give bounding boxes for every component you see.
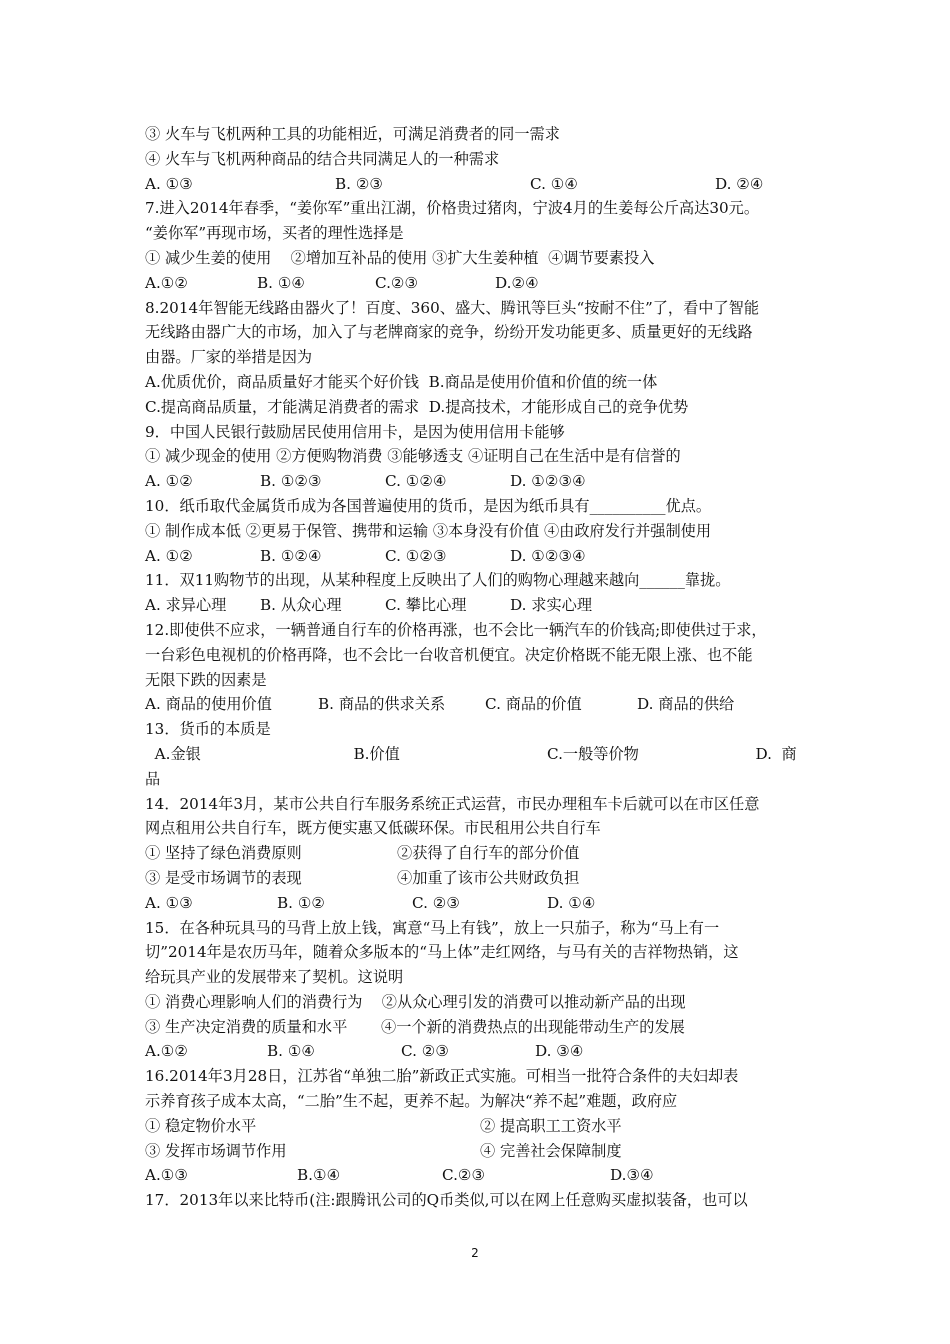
text-line: 15．在各种玩具马的马背上放上钱，寓意“马上有钱”，放上一只茄子，称为“马上有一 — [145, 918, 720, 937]
option-cell: C. ①④ — [530, 174, 578, 193]
option-cell: D. ②④ — [715, 174, 764, 193]
text-line: “姜你军”再现市场，买者的理性选择是 — [145, 224, 404, 243]
option-cell: ③ 发挥市场调节作用 — [145, 1141, 287, 1160]
option-cell: ④加重了该市公共财政负担 — [397, 868, 580, 887]
answer-options-row — [145, 891, 815, 916]
option-cell: B.价值 — [353, 744, 400, 763]
option-cell: ① 稳定物价水平 — [145, 1116, 257, 1135]
text-line: 无限下跌的因素是 — [145, 670, 267, 689]
option-cell: D.②④ — [495, 273, 539, 292]
option-cell: C. ①②④ — [385, 472, 447, 491]
text-line: 网点租用公共自行车，既方便实惠又低碳环保。市民租用公共自行车 — [145, 819, 601, 838]
option-cell: B. ①② — [277, 893, 326, 912]
option-cell: D. 商品的供给 — [637, 695, 735, 714]
text-line: 10．纸币取代金属货币成为各国普遍使用的货币，是因为纸币具有__________优点。 — [145, 496, 712, 515]
option-cell: A.①② — [145, 273, 189, 292]
text-line: ① 减少生姜的使用 ②增加互补品的使用 ③扩大生姜种植 ④调节要素投入 — [145, 248, 655, 267]
answer-options-row — [145, 742, 815, 767]
text-line: ① 消费心理影响人们的消费行为 ②从众心理引发的消费可以推动新产品的出现 — [145, 992, 686, 1011]
option-cell: A. 求异心理 — [145, 596, 227, 615]
option-cell: B. ①②④ — [260, 546, 322, 565]
option-cell: B.①④ — [297, 1166, 341, 1185]
option-cell: C. ②③ — [401, 1042, 449, 1061]
text-line: 14．2014年3月，某市公共自行车服务系统正式运营，市民办理租车卡后就可以在市区任意 — [145, 794, 760, 813]
text-line: 11．双11购物节的出现，从某种程度上反映出了人们的购物心理越来越向______靠拢。 — [145, 571, 731, 590]
text-line: 17．2013年以来比特币(注:跟腾讯公司的Q币类似,可以在网上任意购买虚拟装备，也可以 — [145, 1191, 748, 1210]
text-line: 切”2014年是农历马年，随着众多版本的“马上体”走红网络，与马有关的吉祥物热销，这 — [145, 943, 739, 962]
text-line: 由器。厂家的举措是因为 — [145, 348, 313, 367]
page-number: 2 — [471, 1246, 479, 1260]
text-line: 品 — [145, 769, 161, 788]
option-cell: C. 攀比心理 — [385, 596, 467, 615]
text-line: 13．货币的本质是 — [145, 720, 271, 739]
option-cell: B. 从众心理 — [260, 596, 342, 615]
option-cell: D. ①②③④ — [510, 546, 586, 565]
option-cell: ② 提高职工工资水平 — [480, 1116, 622, 1135]
text-line: ③ 火车与飞机两种工具的功能相近，可满足消费者的同一需求 — [145, 125, 560, 143]
option-cell: C. ①②③ — [385, 546, 447, 565]
option-cell: ③ 是受市场调节的表现 — [145, 868, 302, 887]
option-cell: C. 商品的价值 — [485, 695, 582, 714]
answer-options-row — [145, 1163, 815, 1188]
option-cell: A. ①② — [145, 546, 193, 565]
option-cell: ②获得了自行车的部分价值 — [397, 844, 580, 863]
answer-options-row — [145, 866, 815, 891]
document-body — [145, 122, 815, 1213]
option-cell: ④ 完善社会保障制度 — [480, 1141, 622, 1160]
text-line: 8.2014年智能无线路由器火了！百度、360、盛大、腾讯等巨头“按耐不住”了，看中了智能 — [145, 298, 760, 317]
text-line: A.优质优价，商品质量好才能买个好价钱 B.商品是使用价值和价值的统一体 — [145, 372, 658, 391]
option-cell: A.①② — [145, 1042, 189, 1061]
answer-options-row — [145, 1139, 815, 1164]
text-line: ④ 火车与飞机两种商品的结合共同满足人的一种需求 — [145, 149, 500, 168]
option-cell: D. ①②③④ — [510, 472, 586, 491]
answer-options-row — [145, 544, 815, 569]
text-line: 无线路由器广大的市场，加入了与老牌商家的竞争，纷纷开发功能更多、质量更好的无线路 — [145, 323, 753, 342]
option-cell: D. ③④ — [535, 1042, 584, 1061]
answer-options-row — [145, 593, 815, 618]
answer-options-row — [145, 271, 815, 296]
text-line: C.提高商品质量，才能满足消费者的需求 D.提高技术，才能形成自己的竞争优势 — [145, 397, 689, 416]
text-line: ① 制作成本低 ②更易于保管、携带和运输 ③本身没有价值 ④由政府发行并强制使用 — [145, 521, 712, 540]
text-line: 示养育孩子成本太高，“二胎”生不起，更养不起。为解决“养不起”难题，政府应 — [145, 1092, 678, 1111]
answer-options-row — [145, 692, 815, 717]
text-line: 16.2014年3月28日，江苏省“单独二胎”新政正式实施。可相当一批符合条件的夫妇却表 — [145, 1067, 739, 1086]
option-cell: C. ②③ — [412, 893, 460, 912]
option-cell: B. ②③ — [335, 174, 384, 193]
option-cell: C.②③ — [375, 273, 419, 292]
text-line: 9．中国人民银行鼓励居民使用信用卡，是因为使用信用卡能够 — [145, 422, 565, 441]
text-line: ③ 生产决定消费的质量和水平 ④一个新的消费热点的出现能带动生产的发展 — [145, 1017, 685, 1036]
option-cell: D. ①④ — [547, 893, 596, 912]
option-cell: C.一般等价物 — [547, 744, 639, 763]
option-cell: A.①③ — [145, 1166, 189, 1185]
option-cell: B. ①④ — [257, 273, 306, 292]
option-cell: B. 商品的供求关系 — [318, 695, 446, 714]
option-cell: A. ①③ — [145, 893, 193, 912]
text-line: 给玩具产业的发展带来了契机。这说明 — [145, 968, 404, 987]
option-cell: A. ①② — [145, 472, 193, 491]
text-line: 12.即使供不应求，一辆普通自行车的价格再涨，也不会比一辆汽车的价钱高;即使供过于求， — [145, 620, 767, 639]
answer-options-row — [145, 1039, 815, 1064]
option-cell: A. ①③ — [145, 174, 193, 193]
text-line: 一台彩色电视机的价格再降，也不会比一台收音机便宜。决定价格既不能无限上涨、也不能 — [145, 645, 753, 664]
option-cell: A. 商品的使用价值 — [145, 695, 272, 714]
answer-options-row — [145, 469, 815, 494]
answer-options-row — [145, 841, 815, 866]
option-cell: ① 坚持了绿色消费原则 — [145, 844, 302, 863]
option-cell: B. ①②③ — [260, 472, 322, 491]
text-line: ① 减少现金的使用 ②方便购物消费 ③能够透支 ④证明自己在生活中是有信誉的 — [145, 447, 681, 466]
text-line: 7.进入2014年春季，“姜你军”重出江湖，价格贵过猪肉，宁波4月的生姜每公斤高达30元。 — [145, 199, 760, 218]
option-cell: B. ①④ — [267, 1042, 316, 1061]
option-cell: D. 求实心理 — [510, 596, 593, 615]
option-cell: D.③④ — [610, 1166, 654, 1185]
option-cell: C.②③ — [442, 1166, 486, 1185]
answer-options-row — [145, 172, 815, 197]
option-cell: D. 商 — [755, 744, 797, 763]
option-cell: A.金银 — [145, 744, 201, 763]
answer-options-row — [145, 1114, 815, 1139]
